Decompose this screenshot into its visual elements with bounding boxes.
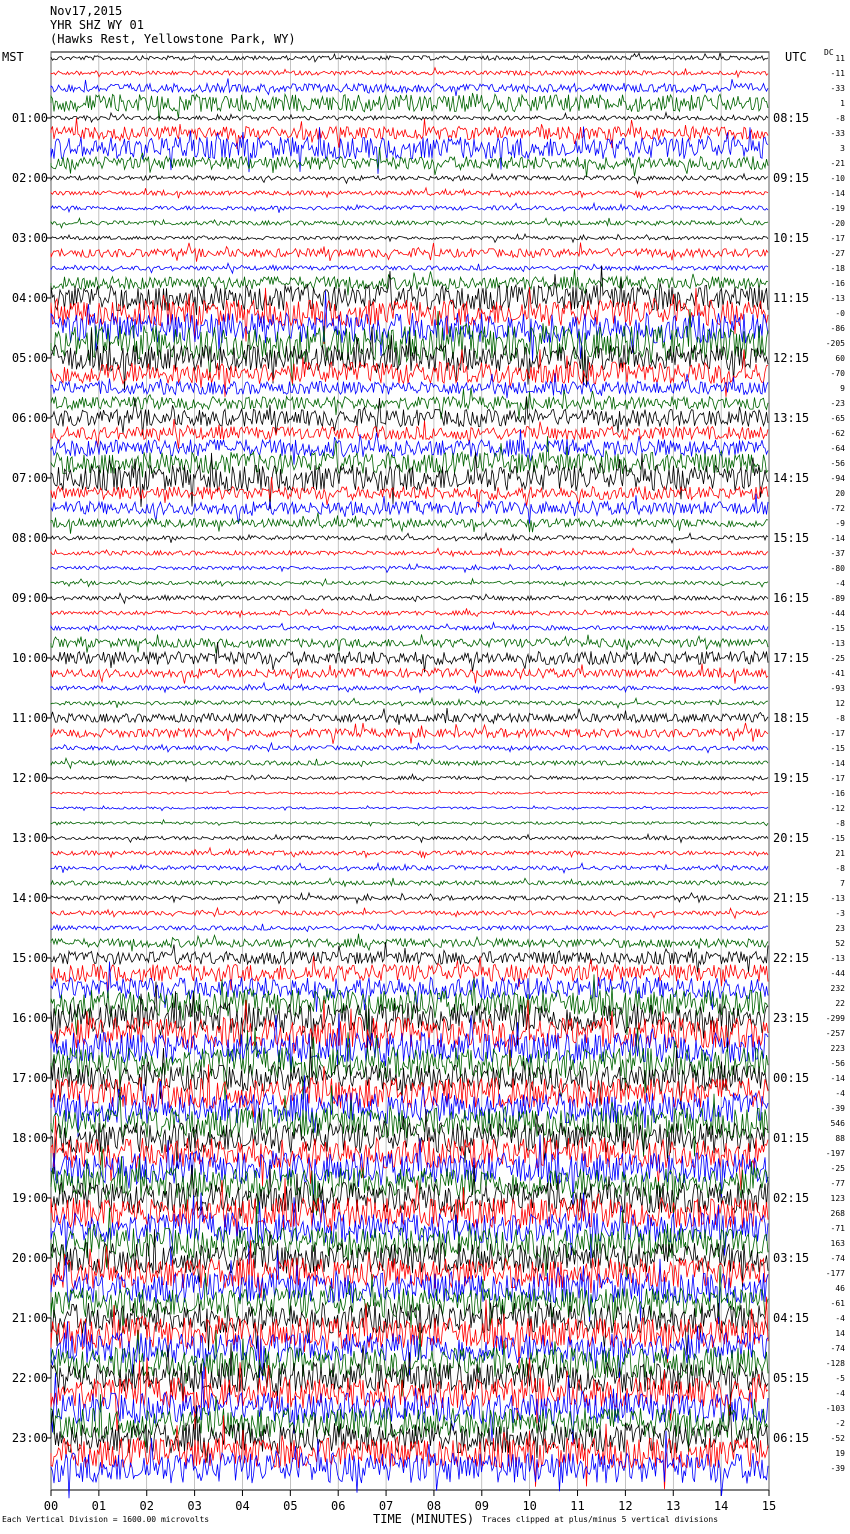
right-hour-label: 12:15	[773, 351, 810, 365]
x-tick-label: 02	[139, 1499, 154, 1513]
dc-offset-value: 52	[835, 939, 845, 948]
dc-offset-value: -13	[830, 294, 845, 303]
station-title: YHR SHZ WY 01	[50, 18, 144, 32]
trace-line	[51, 533, 768, 543]
left-hour-label: 21:00	[11, 1311, 48, 1325]
dc-offset-value: -16	[830, 279, 845, 288]
trace-line	[51, 1108, 768, 1174]
dc-offset-value: -70	[830, 369, 845, 378]
dc-offset-value: -15	[830, 624, 845, 633]
dc-offset-value: -8	[835, 114, 845, 123]
trace-line	[51, 608, 768, 617]
dc-offset-value: 546	[830, 1119, 845, 1128]
dc-offset-value: 1	[840, 99, 845, 108]
trace-line	[51, 774, 768, 781]
trace-line	[51, 863, 768, 873]
dc-offset-value: -0	[835, 309, 845, 318]
right-hour-label: 03:15	[773, 1251, 810, 1265]
dc-offset-value: -62	[830, 429, 845, 438]
dc-offset-value: -128	[825, 1359, 845, 1368]
left-hour-label: 16:00	[11, 1011, 48, 1025]
trace-line	[51, 513, 768, 534]
dc-offset-value: -71	[830, 1224, 845, 1233]
dc-offset-value: -80	[830, 564, 845, 573]
right-hour-label: 08:15	[773, 111, 810, 125]
dc-offset-value: 88	[835, 1134, 845, 1143]
dc-offset-value: -10	[830, 174, 845, 183]
left-hour-label: 01:00	[11, 111, 48, 125]
trace-line	[51, 263, 768, 273]
right-hour-label: 23:15	[773, 1011, 810, 1025]
dc-offset-value: -72	[830, 504, 845, 513]
left-hour-label: 18:00	[11, 1131, 48, 1145]
left-hour-label: 04:00	[11, 291, 48, 305]
x-tick-label: 08	[426, 1499, 442, 1513]
trace-line	[51, 548, 768, 556]
x-axis-label: TIME (MINUTES)	[373, 1512, 475, 1526]
dc-offset-value: -4	[835, 579, 845, 588]
dc-offset-value: -17	[830, 234, 845, 243]
x-tick-label: 07	[378, 1499, 394, 1513]
dc-offset-value: -65	[830, 414, 845, 423]
trace-line	[51, 494, 768, 524]
dc-offset-value: -4	[835, 1314, 845, 1323]
location-title: (Hawks Rest, Yellowstone Park, WY)	[50, 32, 296, 46]
dc-offset-value: -2	[835, 1419, 845, 1428]
trace-line	[51, 683, 768, 693]
dc-offset-value: -52	[830, 1434, 845, 1443]
dc-offset-value: -9	[835, 519, 845, 528]
dc-offset-value: -64	[830, 444, 845, 453]
x-tick-label: 09	[474, 1499, 490, 1513]
dc-offset-value: -37	[830, 549, 845, 558]
trace-line	[51, 623, 768, 631]
clipping-note: Traces clipped at plus/minus 5 vertical divisions	[482, 1515, 719, 1524]
trace-line	[51, 147, 768, 177]
dc-offset-value: -33	[830, 84, 845, 93]
left-hour-label: 15:00	[11, 951, 48, 965]
dc-offset-value: 22	[835, 999, 845, 1008]
dc-offset-value: 3	[840, 144, 845, 153]
dc-offset-value: -17	[830, 729, 845, 738]
trace-line	[51, 174, 768, 184]
right-hour-label: 15:15	[773, 531, 810, 545]
trace-line	[51, 579, 768, 587]
dc-offset-value: -20	[830, 219, 845, 228]
x-tick-label: 12	[618, 1499, 633, 1513]
right-hour-label: 01:15	[773, 1131, 810, 1145]
trace-line	[51, 1147, 768, 1217]
dc-offset-value: -15	[830, 834, 845, 843]
left-hour-label: 13:00	[11, 831, 48, 845]
dc-offset-value: -18	[830, 264, 845, 273]
x-tick-label: 05	[283, 1499, 298, 1513]
trace-line	[51, 893, 768, 904]
x-tick-label: 11	[570, 1499, 585, 1513]
trace-line	[51, 266, 768, 315]
dc-offset-value: 268	[830, 1209, 845, 1218]
dc-offset-value: 46	[835, 1284, 845, 1293]
x-tick-label: 14	[713, 1499, 729, 1513]
dc-offset-value: -14	[830, 759, 845, 768]
dc-offset-value: -56	[830, 1059, 845, 1068]
dc-offset-value: 7	[840, 879, 845, 888]
dc-offset-value: -14	[830, 534, 845, 543]
left-hour-label: 17:00	[11, 1071, 48, 1085]
dc-offset-value: -25	[830, 1164, 845, 1173]
right-hour-label: 02:15	[773, 1191, 810, 1205]
x-tick-label: 04	[235, 1499, 250, 1513]
trace-line	[51, 564, 768, 572]
dc-offset-value: -11	[830, 69, 845, 78]
dc-offset-value: -39	[830, 1104, 845, 1113]
x-tick-label: 15	[761, 1499, 777, 1513]
dc-offset-value: 123	[830, 1194, 845, 1203]
trace-line	[51, 68, 768, 77]
right-hour-label: 06:15	[773, 1431, 810, 1445]
dc-offset-value: 232	[830, 984, 845, 993]
trace-line	[51, 758, 768, 768]
dc-offset-value: -8	[835, 864, 845, 873]
x-tick-label: 13	[666, 1499, 681, 1513]
right-hour-label: 22:15	[773, 951, 810, 965]
trace-line	[51, 429, 768, 464]
trace-line	[51, 203, 768, 213]
trace-line	[51, 53, 768, 62]
trace-line	[51, 806, 768, 811]
left-hour-label: 09:00	[11, 591, 48, 605]
trace-line	[51, 634, 768, 653]
dc-offset-value: -13	[830, 639, 845, 648]
dc-offset-value: -13	[830, 894, 845, 903]
left-hour-label: 02:00	[11, 171, 48, 185]
left-hour-label: 19:00	[11, 1191, 48, 1205]
trace-line	[51, 743, 768, 753]
trace-line	[51, 820, 768, 826]
dc-offset-value: 19	[835, 1449, 845, 1458]
dc-offset-value: -3	[835, 909, 845, 918]
dc-offset-value: -5	[835, 1374, 845, 1383]
dc-offset-value: -86	[830, 324, 845, 333]
trace-line	[51, 1394, 768, 1452]
dc-offset-value: -44	[830, 609, 845, 618]
vertical-division-note: Each Vertical Division = 1600.00 microvolts	[2, 1515, 210, 1524]
dc-offset-value: -21	[830, 159, 845, 168]
right-hour-label: 00:15	[773, 1071, 810, 1085]
trace-line	[51, 1085, 768, 1156]
dc-offset-value: -14	[830, 1074, 845, 1083]
dc-offset-value: -14	[830, 189, 845, 198]
dc-offset-value: 60	[835, 354, 845, 363]
dc-offset-value: 23	[835, 924, 845, 933]
dc-offset-value: -93	[830, 684, 845, 693]
dc-offset-value: 163	[830, 1239, 845, 1248]
dc-offset-value: -94	[830, 474, 845, 483]
trace-line	[51, 593, 768, 603]
dc-offset-value: -44	[830, 969, 845, 978]
dc-offset-value: 12	[835, 699, 845, 708]
dc-offset-value: -25	[830, 654, 845, 663]
dc-offset-value: -74	[830, 1344, 845, 1353]
trace-line	[51, 397, 768, 435]
left-hour-label: 06:00	[11, 411, 48, 425]
trace-line	[51, 908, 768, 919]
dc-offset-label: DC	[824, 48, 834, 57]
right-hour-label: 05:15	[773, 1371, 810, 1385]
trace-line	[51, 924, 768, 932]
right-hour-label: 04:15	[773, 1311, 810, 1325]
dc-offset-value: -77	[830, 1179, 845, 1188]
right-hour-label: 19:15	[773, 771, 810, 785]
left-hour-label: 22:00	[11, 1371, 48, 1385]
dc-offset-value: -299	[825, 1014, 845, 1023]
right-hour-label: 14:15	[773, 471, 810, 485]
trace-line	[51, 723, 768, 744]
dc-offset-value: 14	[835, 1329, 845, 1338]
right-hour-label: 17:15	[773, 651, 810, 665]
left-hour-label: 20:00	[11, 1251, 48, 1265]
dc-offset-value: -177	[825, 1269, 845, 1278]
dc-offset-value: 11	[835, 54, 845, 63]
dc-offset-value: -61	[830, 1299, 845, 1308]
dc-offset-value: -39	[830, 1464, 845, 1473]
trace-line	[51, 218, 768, 228]
trace-line	[51, 834, 768, 842]
trace-line	[51, 848, 768, 858]
dc-offset-value: -12	[830, 804, 845, 813]
trace-line	[51, 78, 768, 96]
dc-offset-value: -19	[830, 204, 845, 213]
trace-line	[51, 243, 768, 262]
trace-line	[51, 664, 768, 684]
dc-offset-value: -197	[825, 1149, 845, 1158]
dc-offset-value: -15	[830, 744, 845, 753]
trace-line	[51, 188, 768, 199]
dc-offset-value: -56	[830, 459, 845, 468]
trace-line	[51, 642, 768, 672]
dc-offset-value: -17	[830, 774, 845, 783]
dc-offset-value: -103	[825, 1404, 845, 1413]
left-timezone-label: MST	[2, 50, 24, 64]
dc-offset-value: 9	[840, 384, 845, 393]
right-timezone-label: UTC	[785, 50, 807, 64]
trace-line	[51, 698, 768, 708]
left-hour-label: 14:00	[11, 891, 48, 905]
dc-offset-value: -41	[830, 669, 845, 678]
left-hour-label: 23:00	[11, 1431, 48, 1445]
trace-line	[51, 790, 768, 795]
x-tick-label: 10	[522, 1499, 537, 1513]
trace-line	[51, 878, 768, 886]
x-tick-label: 06	[330, 1499, 346, 1513]
trace-line	[51, 708, 768, 725]
dc-offset-value: -4	[835, 1089, 845, 1098]
dc-offset-value: -23	[830, 399, 845, 408]
left-hour-label: 12:00	[11, 771, 48, 785]
date-title: Nov17,2015	[50, 4, 123, 18]
dc-offset-value: -16	[830, 789, 845, 798]
dc-offset-value: 21	[835, 849, 845, 858]
dc-offset-value: -205	[825, 339, 845, 348]
left-hour-label: 07:00	[11, 471, 48, 485]
dc-offset-value: -4	[835, 1389, 845, 1398]
right-hour-label: 13:15	[773, 411, 810, 425]
dc-offset-value: 223	[830, 1044, 845, 1053]
right-hour-label: 09:15	[773, 171, 810, 185]
x-tick-label: 03	[187, 1499, 202, 1513]
right-hour-label: 16:15	[773, 591, 810, 605]
dc-offset-value: -33	[830, 129, 845, 138]
dc-offset-value: -74	[830, 1254, 845, 1263]
x-tick-label: 01	[91, 1499, 107, 1513]
trace-line	[51, 452, 768, 509]
trace-line	[51, 388, 768, 419]
left-hour-label: 08:00	[11, 531, 48, 545]
left-hour-label: 03:00	[11, 231, 48, 245]
dc-offset-value: -8	[835, 819, 845, 828]
trace-line	[51, 934, 768, 952]
dc-offset-value: -27	[830, 249, 845, 258]
dc-offset-value: 20	[835, 489, 845, 498]
left-hour-label: 05:00	[11, 351, 48, 365]
left-hour-label: 10:00	[11, 651, 48, 665]
dc-offset-value: -13	[830, 954, 845, 963]
right-hour-label: 20:15	[773, 831, 810, 845]
dc-offset-value: -8	[835, 714, 845, 723]
x-tick-label: 00	[43, 1499, 59, 1513]
dc-offset-value: -89	[830, 594, 845, 603]
right-hour-label: 10:15	[773, 231, 810, 245]
dc-offset-value: -257	[825, 1029, 845, 1038]
trace-line	[51, 234, 768, 242]
right-hour-label: 18:15	[773, 711, 810, 725]
left-hour-label: 11:00	[11, 711, 48, 725]
right-hour-label: 11:15	[773, 291, 810, 305]
right-hour-label: 21:15	[773, 891, 810, 905]
